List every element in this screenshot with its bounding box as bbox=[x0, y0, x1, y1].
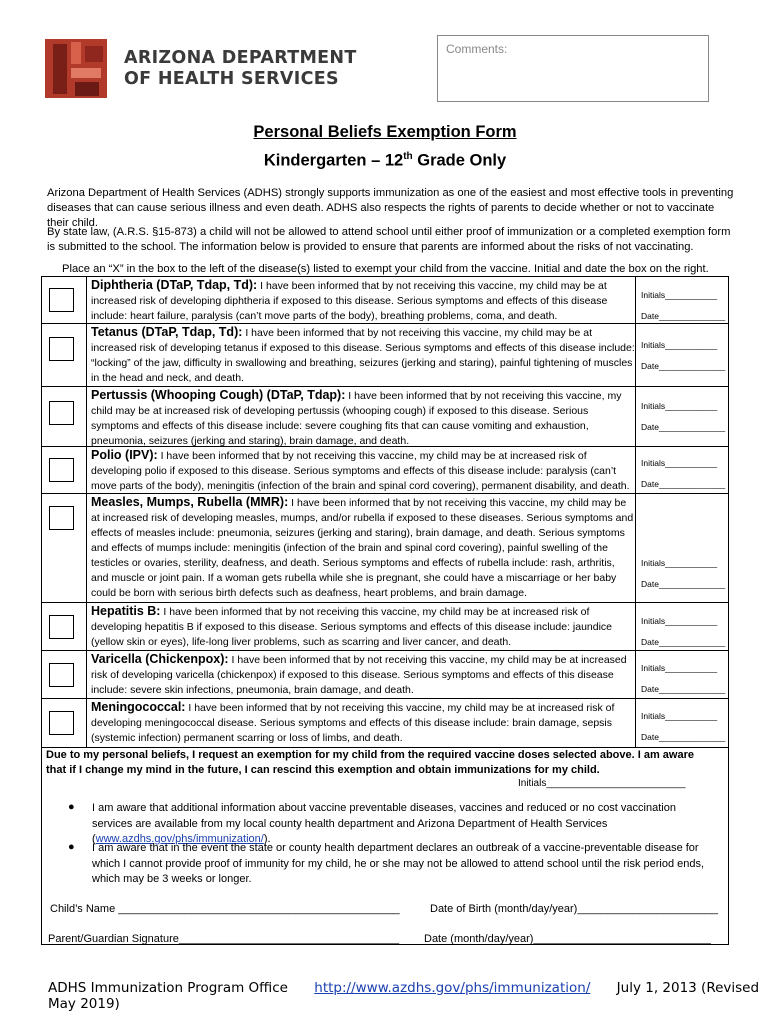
varicella-checkbox[interactable] bbox=[49, 663, 74, 687]
checkbox-cell bbox=[42, 277, 87, 323]
disease-description bbox=[88, 699, 636, 747]
initials-date-cell[interactable] bbox=[637, 651, 728, 698]
date-field[interactable]: Date______________ bbox=[641, 479, 726, 489]
date-field[interactable]: Date______________ bbox=[641, 684, 726, 694]
checkbox-cell bbox=[42, 447, 87, 493]
form-subtitle bbox=[0, 151, 770, 171]
disease-text: I have been informed that by not receiving this vaccine, my child may be at increased risk of developing varicella (chickenpox) if exposed to this disease. Serious symptoms and effects of this disease include: severe skin infections, pneumonia, brain damage, and death. bbox=[91, 654, 627, 696]
disease-description bbox=[88, 651, 636, 698]
table-row bbox=[42, 650, 728, 698]
initials-field[interactable]: Initials___________ bbox=[641, 290, 718, 300]
bullet-icon: ● bbox=[68, 841, 75, 853]
adhs-logo-icon bbox=[45, 36, 107, 100]
bullet-text-2: I am aware that in the event the state or county health department declares an outbreak of a vaccine-preventable disease for which I cannot provide proof of immunity for my child, he or she may not be allowed to attend school until the risk period ends, which may be 3 weeks or longer. bbox=[92, 842, 705, 885]
intro-paragraph-1: Arizona Department of Health Services (ADHS) strongly supports immunization as one of the easiest and most effective tools in preventing diseases that can cause serious illness and even death. ADHS also respects the rights of parents to decide whether or not to vaccinate their child. bbox=[47, 187, 734, 229]
page-footer bbox=[48, 980, 770, 1012]
disease-description bbox=[88, 324, 636, 386]
disease-name: Polio (IPV): bbox=[91, 448, 158, 462]
table-row bbox=[42, 446, 728, 493]
declaration-initials-field[interactable]: Initials_________________________ bbox=[518, 778, 686, 789]
disease-text: I have been informed that by not receiving this vaccine, my child may be at increased risk of developing meningococcal disease. Serious symptoms and effects of this disease include: brain damage, sepsis (systemic infection) permanent scarring or loss of limbs, and death. bbox=[91, 702, 615, 744]
disease-name: Pertussis (Whooping Cough) (DTaP, Tdap): bbox=[91, 388, 346, 402]
declaration-section bbox=[41, 746, 729, 945]
bullet-icon: ● bbox=[68, 801, 75, 813]
disease-text: I have been informed that by not receiving this vaccine, my child may be at increased risk of developing measles, mumps, and/or rubella if exposed to these diseases. Serious symptoms and effects of measles include: pneumonia, seizures (jerking and staring), brain damage, and death. Serious symptoms and effects of mumps include: meningitis (infection of the brain and spinal cord covering), painful swelling of the testicles or ovaries, sterility, deafness, and death. Serious symptoms and effects of rubella include: rash, arthritis, and muscle or joint pain. If a woman gets rubella while she is pregnant, she could have a miscarriage or her baby could be born with serious birth defects such as deafness, heart problems, and brain damage. bbox=[91, 497, 634, 599]
meningococcal-checkbox[interactable] bbox=[49, 711, 74, 735]
date-field[interactable]: Date______________ bbox=[641, 579, 726, 589]
pertussis-checkbox[interactable] bbox=[49, 401, 74, 425]
table-row bbox=[42, 323, 728, 386]
org-name-line1: ARIZONA DEPARTMENT bbox=[124, 48, 357, 68]
initials-date-cell[interactable] bbox=[637, 277, 728, 323]
table-row bbox=[42, 386, 728, 446]
footer-link[interactable]: http://www.azdhs.gov/phs/immunization/ bbox=[314, 980, 591, 996]
org-name bbox=[124, 48, 357, 90]
initials-date-cell[interactable] bbox=[637, 324, 728, 386]
child-name-field[interactable]: Child’s Name ______________________________________________ bbox=[50, 903, 400, 915]
disease-text: I have been informed that by not receiving this vaccine, my child may be at increased risk of developing diphtheria if exposed to this disease. Serious symptoms and effects of this disease include: heart failure, paralysis (can’t move parts of the body), breathing problems, coma, and death. bbox=[91, 280, 608, 322]
subtitle-text-end: Grade Only bbox=[412, 151, 507, 170]
date-field[interactable]: Date______________ bbox=[641, 732, 726, 742]
form-title: Personal Beliefs Exemption Form bbox=[253, 123, 517, 141]
initials-field[interactable]: Initials___________ bbox=[641, 663, 718, 673]
table-row bbox=[42, 602, 728, 650]
disease-description bbox=[88, 387, 636, 446]
hepatitis-b-checkbox[interactable] bbox=[49, 615, 74, 639]
comments-box[interactable] bbox=[437, 35, 709, 102]
disease-text: I have been informed that by not receiving this vaccine, my child may be at increased risk of developing hepatitis B if exposed to this disease. Serious symptoms and effects of this disease include: jaundice (yellow skin or eyes), life-long liver problems, such as scarring and liver cancer, and death. bbox=[91, 606, 613, 648]
disease-text: I have been informed that by not receiving this vaccine, my child may be at increased risk of developing tetanus if exposed to this disease. Serious symptoms and effects of this disease include: “locking” of the jaw, difficulty in swallowing and breathing, seizures (jerking and staring), painful tightening of muscles in the head and neck, and death. bbox=[91, 327, 635, 384]
azdhs-immunization-link[interactable]: www.azdhs.gov/phs/immunization/ bbox=[95, 833, 264, 845]
signature-date-field[interactable]: Date (month/day/year)_____________________________ bbox=[424, 933, 711, 945]
disease-description bbox=[88, 277, 636, 323]
bullet-1-end: ). bbox=[263, 833, 271, 845]
org-name-line2: OF HEALTH SERVICES bbox=[124, 69, 339, 89]
disease-name: Meningococcal: bbox=[91, 700, 186, 714]
checkbox-cell bbox=[42, 387, 87, 446]
date-field[interactable]: Date______________ bbox=[641, 311, 726, 321]
parent-signature-field[interactable]: Parent/Guardian Signature____________________________________ bbox=[48, 933, 400, 945]
bullet-1-text: I am aware that additional information about vaccine preventable diseases, vaccines and reduced or no cost vaccination services are available from my local county health department and Arizona Department of Health Services ( bbox=[92, 802, 676, 845]
initials-date-cell[interactable] bbox=[637, 494, 728, 602]
disease-description bbox=[88, 603, 636, 650]
table-row bbox=[42, 698, 728, 747]
checkbox-cell bbox=[42, 699, 87, 747]
disease-name: Tetanus (DTaP, Tdap, Td): bbox=[91, 325, 243, 339]
disease-description bbox=[88, 494, 636, 602]
diphtheria-checkbox[interactable] bbox=[49, 288, 74, 312]
date-field[interactable]: Date______________ bbox=[641, 422, 726, 432]
disease-name: Measles, Mumps, Rubella (MMR): bbox=[91, 495, 289, 509]
checkbox-cell bbox=[42, 651, 87, 698]
initials-field[interactable]: Initials___________ bbox=[641, 558, 718, 568]
initials-field[interactable]: Initials___________ bbox=[641, 458, 718, 468]
date-field[interactable]: Date______________ bbox=[641, 637, 726, 647]
tetanus-checkbox[interactable] bbox=[49, 337, 74, 361]
footer-office: ADHS Immunization Program Office bbox=[48, 980, 288, 996]
disease-name: Varicella (Chickenpox): bbox=[91, 652, 229, 666]
date-field[interactable]: Date______________ bbox=[641, 361, 726, 371]
disease-name: Diphtheria (DTaP, Tdap, Td): bbox=[91, 278, 258, 292]
footer-date: July 1, 2013 (Revised May 2019) bbox=[48, 980, 760, 1012]
exemption-table bbox=[41, 276, 729, 748]
checkbox-cell bbox=[42, 603, 87, 650]
comments-label: Comments: bbox=[446, 42, 508, 56]
initials-date-cell[interactable] bbox=[637, 603, 728, 650]
subtitle-sup: th bbox=[403, 151, 413, 162]
date-of-birth-field[interactable]: Date of Birth (month/day/year)_______________________ bbox=[430, 903, 719, 915]
initials-field[interactable]: Initials___________ bbox=[641, 711, 718, 721]
instruction-text: Place an “X” in the box to the left of the disease(s) listed to exempt your child from the vaccine. Initial and date the box on the right. bbox=[62, 263, 709, 275]
initials-date-cell[interactable] bbox=[637, 699, 728, 747]
initials-date-cell[interactable] bbox=[637, 387, 728, 446]
mmr-checkbox[interactable] bbox=[49, 506, 74, 530]
checkbox-cell bbox=[42, 494, 87, 602]
disease-description bbox=[88, 447, 636, 493]
table-row bbox=[42, 493, 728, 602]
disease-text: I have been informed that by not receiving this vaccine, my child may be at increased risk of developing polio if exposed to this disease. Serious symptoms and effects of this disease include: paralysis (can’t move parts of the body), meningitis (infection of the brain and spinal cord covering), permanent disability, and death. bbox=[91, 450, 630, 492]
disease-name: Hepatitis B: bbox=[91, 604, 161, 618]
table-row bbox=[42, 277, 728, 323]
initials-field[interactable]: Initials___________ bbox=[641, 401, 718, 411]
initials-field[interactable]: Initials___________ bbox=[641, 340, 718, 350]
initials-field[interactable]: Initials___________ bbox=[641, 616, 718, 626]
initials-date-cell[interactable] bbox=[637, 447, 728, 493]
subtitle-text: Kindergarten – 12 bbox=[263, 151, 404, 170]
polio-checkbox[interactable] bbox=[49, 458, 74, 482]
disease-text: I have been informed that by not receiving this vaccine, my child may be at increased risk of developing pertussis (whooping cough) if exposed to this disease. Serious symptoms and effects of this disease include: severe coughing fits that can cause vomiting and exhaustion, pneumonia, seizures (jerking and staring), brain damage, and death. bbox=[91, 390, 622, 446]
declaration-text: Due to my personal beliefs, I request an exemption for my child from the required vaccine doses selected above. I am aware that if I change my mind in the future, I can rescind this exemption and obtain immunizations for my child. bbox=[46, 749, 694, 776]
checkbox-cell bbox=[42, 324, 87, 386]
intro-paragraph-2: By state law, (A.R.S. §15-873) a child will not be allowed to attend school until either proof of immunization or a completed exemption form is submitted to the school. The information below is provided to ensure that parents are informed about the risks of not vaccinating. bbox=[47, 226, 731, 253]
